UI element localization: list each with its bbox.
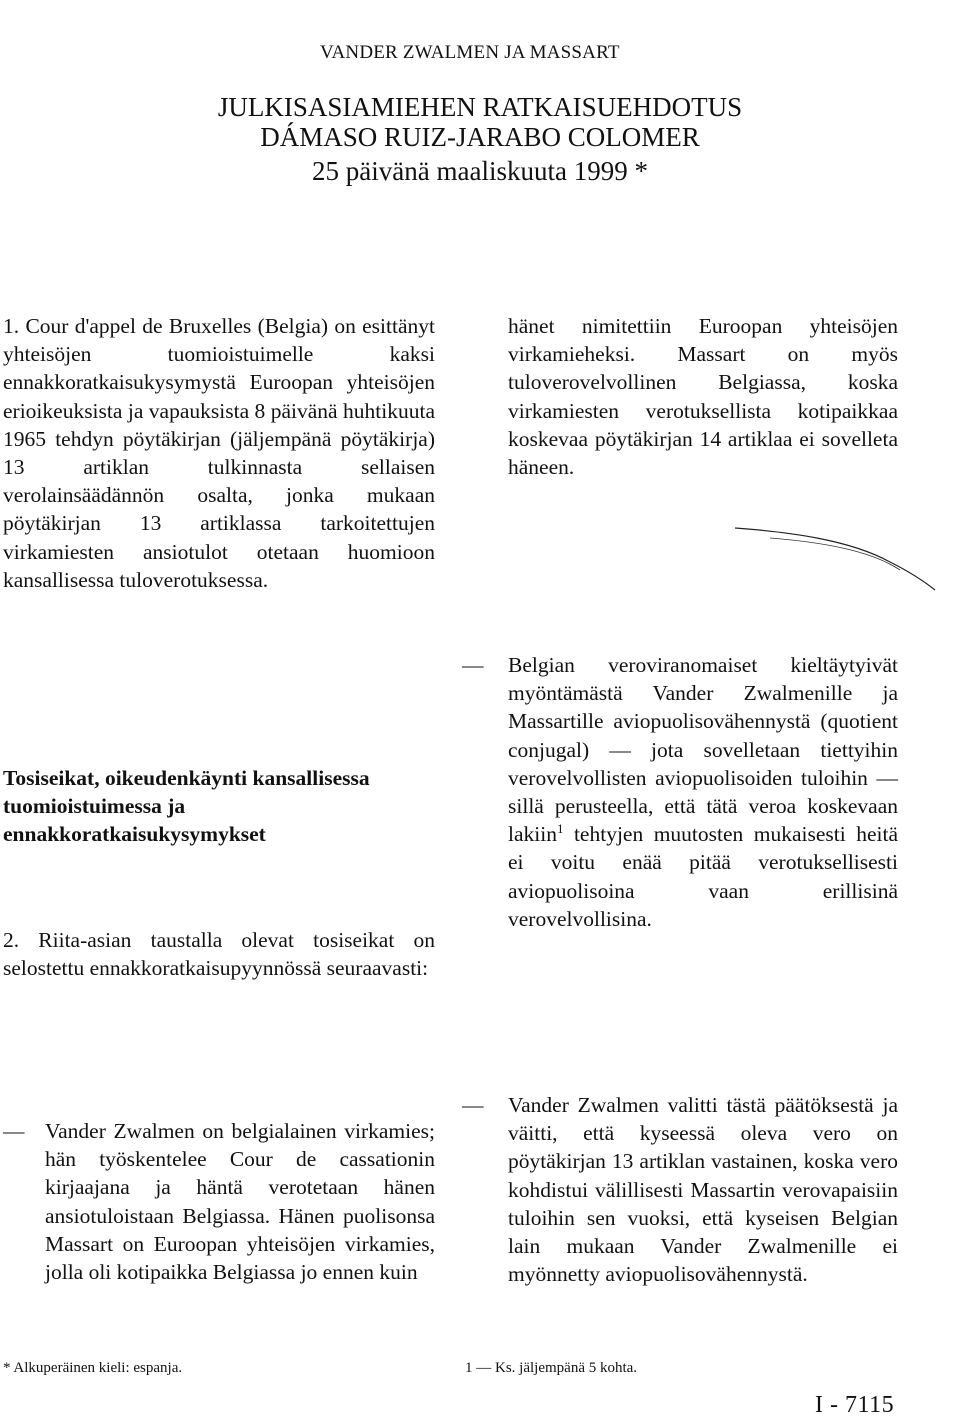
dash-item-text: Vander Zwalmen on belgialainen virkamies; hän työskentelee Cour de cassationin kirjaajana ja häntä verotetaan hänen ansiotuloistaan Belgiassa. Hänen puolisonsa Massart on Euroopan yhteisöjen virkamies, jolla oli kotipaikka Belgiassa jo ennen kuin <box>45 1119 435 1285</box>
dash-symbol: — <box>462 1093 484 1117</box>
dash-item-text: Belgian veroviranomaiset kieltäytyivät myöntämästä Vander Zwalmenille ja Massartille aviopuolisovähennystä (quotient conjugal) — jota sovelletaan tiettyihin verovelvollisten aviopuolisoiden tuloihin — sillä perusteella, että tätä veroa koskevaan lakiin$^1$ tehtyjen muutosten mukaisesti heitä ei voitu enää pitää verotuksellisesti aviopuolisoina vaan erillisinä verovelvollisina. <box>508 653 898 931</box>
footnote-ref: 1 <box>556 821 564 837</box>
end-of-column-line <box>730 510 960 610</box>
dash-item-appeal <box>462 1091 898 1288</box>
dash-item-vander-zwalmen <box>3 1117 435 1286</box>
footnote-original-language: * Alkuperäinen kieli: espanja. <box>3 1360 183 1376</box>
dash-item-text: Vander Zwalmen valitti tästä päätöksestä ja väitti, että kyseessä oleva vero on pöytäkirjan 13 artiklan vastainen, koska vero kohdistui välillisesti Massartin verovapaisiin tuloihin sen vuoksi, että kyseisen Belgian lain mukaan Vander Zwalmenille ei myönnetty aviopuolisovähennystä. <box>508 1093 898 1287</box>
document-date: 25 päivänä maaliskuuta 1999 * <box>312 156 648 186</box>
page-number: I - 7115 <box>815 1392 895 1418</box>
advocate-general-name: DÁMASO RUIZ-JARABO COLOMER <box>260 122 700 152</box>
paragraph-2: 2. Riita-asian taustalla olevat tosiseikat on selostettu ennakkoratkaisupyynnössä seuraavasti: <box>3 928 435 981</box>
dash-symbol: — <box>462 653 484 677</box>
dash-symbol: — <box>3 1119 25 1143</box>
paragraph-1: 1. Cour d'appel de Bruxelles (Belgia) on esittänyt yhteisöjen tuomioistuimelle kaksi ennakkoratkaisukysymystä Euroopan yhteisöjen erioikeuksista ja vapauksista 8 päivänä huhtikuuta 1965 tehdyn pöytäkirjan (jäljempänä pöytäkirja) 13 artiklan tulkinnasta sellaisen verolainsäädännön osalta, jonka mukaan pöytäkirjan 13 artiklassa tarkoitettujen virkamiesten ansiotulot otetaan huomioon kansallisessa tuloverotuksessa. <box>3 314 435 592</box>
dash-item-tax-refusal <box>462 651 898 933</box>
section-heading: Tosiseikat, oikeudenkäynti kansallisessa tuomioistuimessa ja ennakkoratkaisukysymykset <box>3 766 370 847</box>
running-head: VANDER ZWALMEN JA MASSART <box>320 42 620 63</box>
paragraph-continuation: hänet nimitettiin Euroopan yhteisöjen virkamieheksi. Massart on myös tuloverovelvollinen Belgiassa, koska virkamiesten verotuksellista kotipaikkaa koskevaa pöytäkirjan 14 artiklaa ei sovelleta häneen. <box>508 314 898 480</box>
document-title: JULKISASIAMIEHEN RATKAISUEHDOTUS <box>217 92 743 122</box>
footnote-1: 1 — Ks. jäljempänä 5 kohta. <box>465 1360 638 1376</box>
